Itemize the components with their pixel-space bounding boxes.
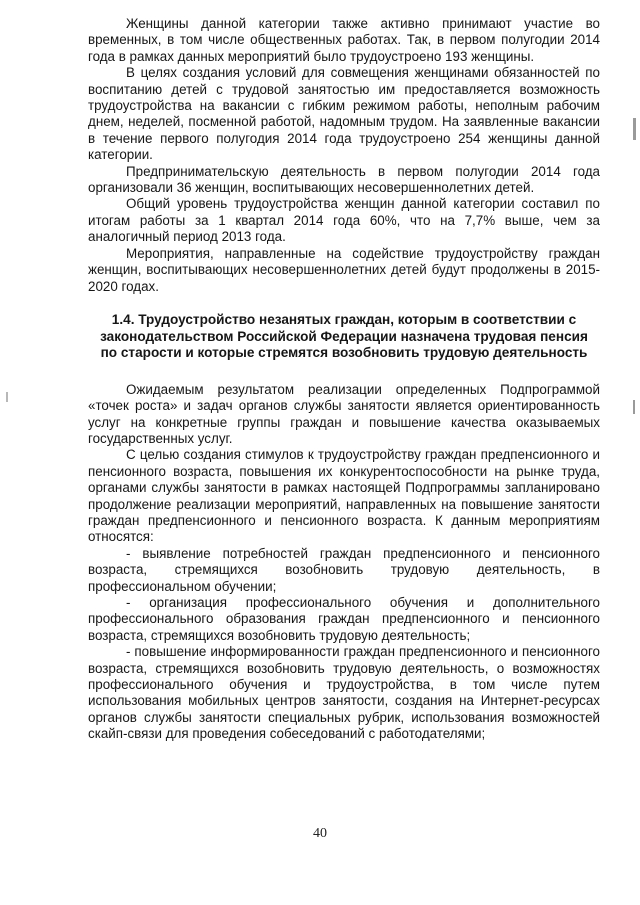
scan-edge-mark-left bbox=[6, 392, 8, 402]
document-page bbox=[88, 16, 600, 743]
list-item: - повышение информированности граждан предпенсионного и пенсионного возраста, стремящихся возобновить трудовую деятельность, о возможностях профессионального обучения и трудоустройства, в том числе путем использования мобильных центров занятости, создания на Интернет-ресурсах органов службы занятости специальных рубрик, использования возможностей скайп-связи для проведения собеседований с работодателями; bbox=[88, 644, 600, 742]
page-number: 40 bbox=[313, 826, 327, 841]
section-heading: 1.4. Трудоустройство незанятых граждан, которым в соответствии с законодательством Российской Федерации назначена трудовая пенсия по старости и которые стремятся возобновить трудовую деятельность bbox=[100, 311, 588, 361]
paragraph-women-temporary-work: Женщины данной категории также активно принимают участие во временных, в том числе общественных работах. Так, в первом полугодии 2014 года в рамках данных мероприятий было трудоустроено 193 женщины. bbox=[88, 16, 600, 64]
paragraph-flexible-employment: В целях создания условий для совмещения женщинами обязанностей по воспитанию детей с трудовой занятостью им предоставляется возможность трудоустройства на вакансии с гибким режимом работы, неполным рабочим днем, неделей, посменной работой, надомным трудом. На заявленные вакансии в течение первого полугодия 2014 года трудоустроено 254 женщины данной категории. bbox=[88, 65, 600, 163]
paragraph-measures-continued: Мероприятия, направленные на содействие трудоустройству граждан женщин, воспитывающих несовершеннолетних детей будут продолжены в 2015-2020 годах. bbox=[88, 245, 600, 294]
paragraph-employment-level: Общий уровень трудоустройства женщин данной категории составил по итогам работы за 1 квартал 2014 года 60%, что на 7,7% выше, чем за аналогичный период 2013 года. bbox=[88, 196, 600, 245]
paragraph-entrepreneurship: Предпринимательскую деятельность в первом полугодии 2014 года организовали 36 женщин, воспитывающих несовершеннолетних детей. bbox=[88, 163, 600, 196]
paragraph-incentives: С целью создания стимулов к трудоустройству граждан предпенсионного и пенсионного возраста, повышения их конкурентоспособности на рынке труда, органами службы занятости в рамках настоящей Подпрограммы запланировано продолжение реализации мероприятий, направленных на повышение занятости граждан предпенсионного и пенсионного возраста. К данным мероприятиям относятся: bbox=[88, 447, 600, 545]
scan-edge-mark-top bbox=[633, 118, 636, 140]
list-item: - организация профессионального обучения и дополнительного профессионального образования граждан предпенсионного и пенсионного возраста, стремящихся возобновить трудовую деятельность; bbox=[88, 594, 600, 643]
list-item: - выявление потребностей граждан предпенсионного и пенсионного возраста, стремящихся возобновить трудовую деятельность, в профессиональном обучении; bbox=[88, 545, 600, 594]
paragraph-expected-result: Ожидаемым результатом реализации определенных Подпрограммой «точек роста» и задач органов службы занятости является ориентированность услуг на конкретные группы граждан и повышение качества оказываемых государственных услуг. bbox=[88, 381, 600, 446]
scan-edge-mark-middle bbox=[633, 400, 635, 414]
